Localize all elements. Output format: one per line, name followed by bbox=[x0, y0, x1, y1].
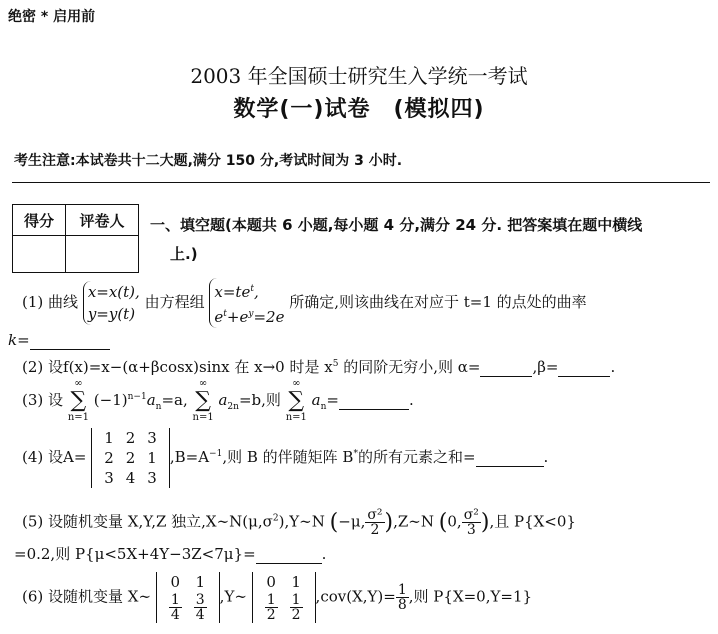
q6-fraction: $\frac{1}{8}$ bbox=[397, 582, 407, 613]
candidate-notice: 考生注意:本试卷共十二大题,满分 150 分,考试时间为 3 小时. bbox=[14, 153, 403, 169]
grader-label: 评卷人 bbox=[66, 205, 139, 236]
grader-cell[interactable] bbox=[66, 236, 139, 273]
question-3: (3) 设 ∞ ∑ n=1 $(-1)^{n-1}a_n=a$, ∞ ∑ n=1 $a_{2n}=b$,则 ∞ ∑ n=1 $a_n=$ . bbox=[22, 378, 414, 423]
section-heading: 一、填空题(本题共 6 小题,每小题 4 分,满分 24 分. 把答案填在题中横线 bbox=[150, 216, 643, 234]
q1-system-1: x=x(t), y=y(t) bbox=[83, 281, 140, 325]
q4-answer-blank[interactable] bbox=[476, 448, 544, 467]
exam-title: 2003 年全国硕士研究生入学统一考试 bbox=[190, 64, 528, 88]
q5-answer-blank[interactable] bbox=[256, 545, 322, 564]
score-cell[interactable] bbox=[13, 236, 66, 273]
question-4: (4) 设A= 1 2 3 2 2 1 3 4 3 $,B=A^{-1}$,则 B 的伴随矩阵 B*的所有元素之和= . bbox=[22, 429, 549, 487]
header-divider bbox=[12, 182, 710, 183]
q5-fraction-2: $\frac{\text{σ²}}{3}$ bbox=[463, 507, 479, 538]
question-5: (5) 设随机变量 X,Y,Z 独立$,X\sim N(\mu,\sigma^2),Y\sim N$ (−μ, $\frac{\text{σ²}}{2}$ ),Z∼N (0, $\frac{\text{σ²}}{3}$ ),且 P{X<0} bbox=[22, 507, 576, 538]
q3-answer-blank[interactable] bbox=[339, 391, 409, 410]
question-2: (2) 设f(x)=x−(α+βcosx)sinx 在 x→0 时是 $x^5$ 的同阶无穷小,则 α= ,β= . bbox=[22, 358, 616, 376]
sum-sign: ∞ ∑ n=1 bbox=[285, 378, 307, 423]
distribution-y: 0 1 $\frac{1}{2}$ $\frac{1}{2}$ bbox=[252, 572, 316, 623]
sum-sign: ∞ ∑ n=1 bbox=[192, 378, 214, 423]
score-box bbox=[12, 204, 139, 273]
distribution-x: 0 1 $\frac{1}{4}$ $\frac{3}{4}$ bbox=[156, 572, 220, 623]
matrix-a: 1 2 3 2 2 1 3 4 3 bbox=[91, 428, 170, 488]
question-5-line2: =0.2,则 P{μ<5X+4Y−3Z<7μ}= . bbox=[14, 545, 327, 563]
confidential-mark: 绝密 * 启用前 bbox=[8, 9, 96, 25]
score-label: 得分 bbox=[13, 205, 66, 236]
q2-beta-blank[interactable] bbox=[558, 358, 610, 377]
q1-system-2: $x=te^t$, $e^t+e^y=2e$ bbox=[209, 278, 284, 328]
q5-fraction-1: $\frac{\text{σ²}}{2}$ bbox=[367, 507, 383, 538]
q2-alpha-blank[interactable] bbox=[480, 358, 532, 377]
question-1-line2: k= bbox=[8, 331, 110, 350]
question-1: (1) 曲线 x=x(t), y=y(t) 由方程组 $x=te^t$, $e^t+e^y=2e$ 所确定,则该曲线在对应于 t=1 的点处的曲率 bbox=[22, 278, 587, 328]
question-6: (6) 设随机变量 X∼ 0 1 $\frac{1}{4}$ $\frac{3}{4}$ ,Y∼ 0 1 $\frac{1}{2}$ $\frac{1}{2}$ ,cov(X,Y)= $\frac{1}{8}$ ,则 P{X=0,Y=1} bbox=[22, 573, 533, 623]
q1-answer-blank[interactable] bbox=[30, 331, 110, 350]
exam-subtitle: 数学(一)试卷 (模拟四) bbox=[233, 97, 485, 122]
section-heading-cont: 上.) bbox=[170, 245, 198, 263]
sum-sign: ∞ ∑ n=1 bbox=[67, 378, 89, 423]
